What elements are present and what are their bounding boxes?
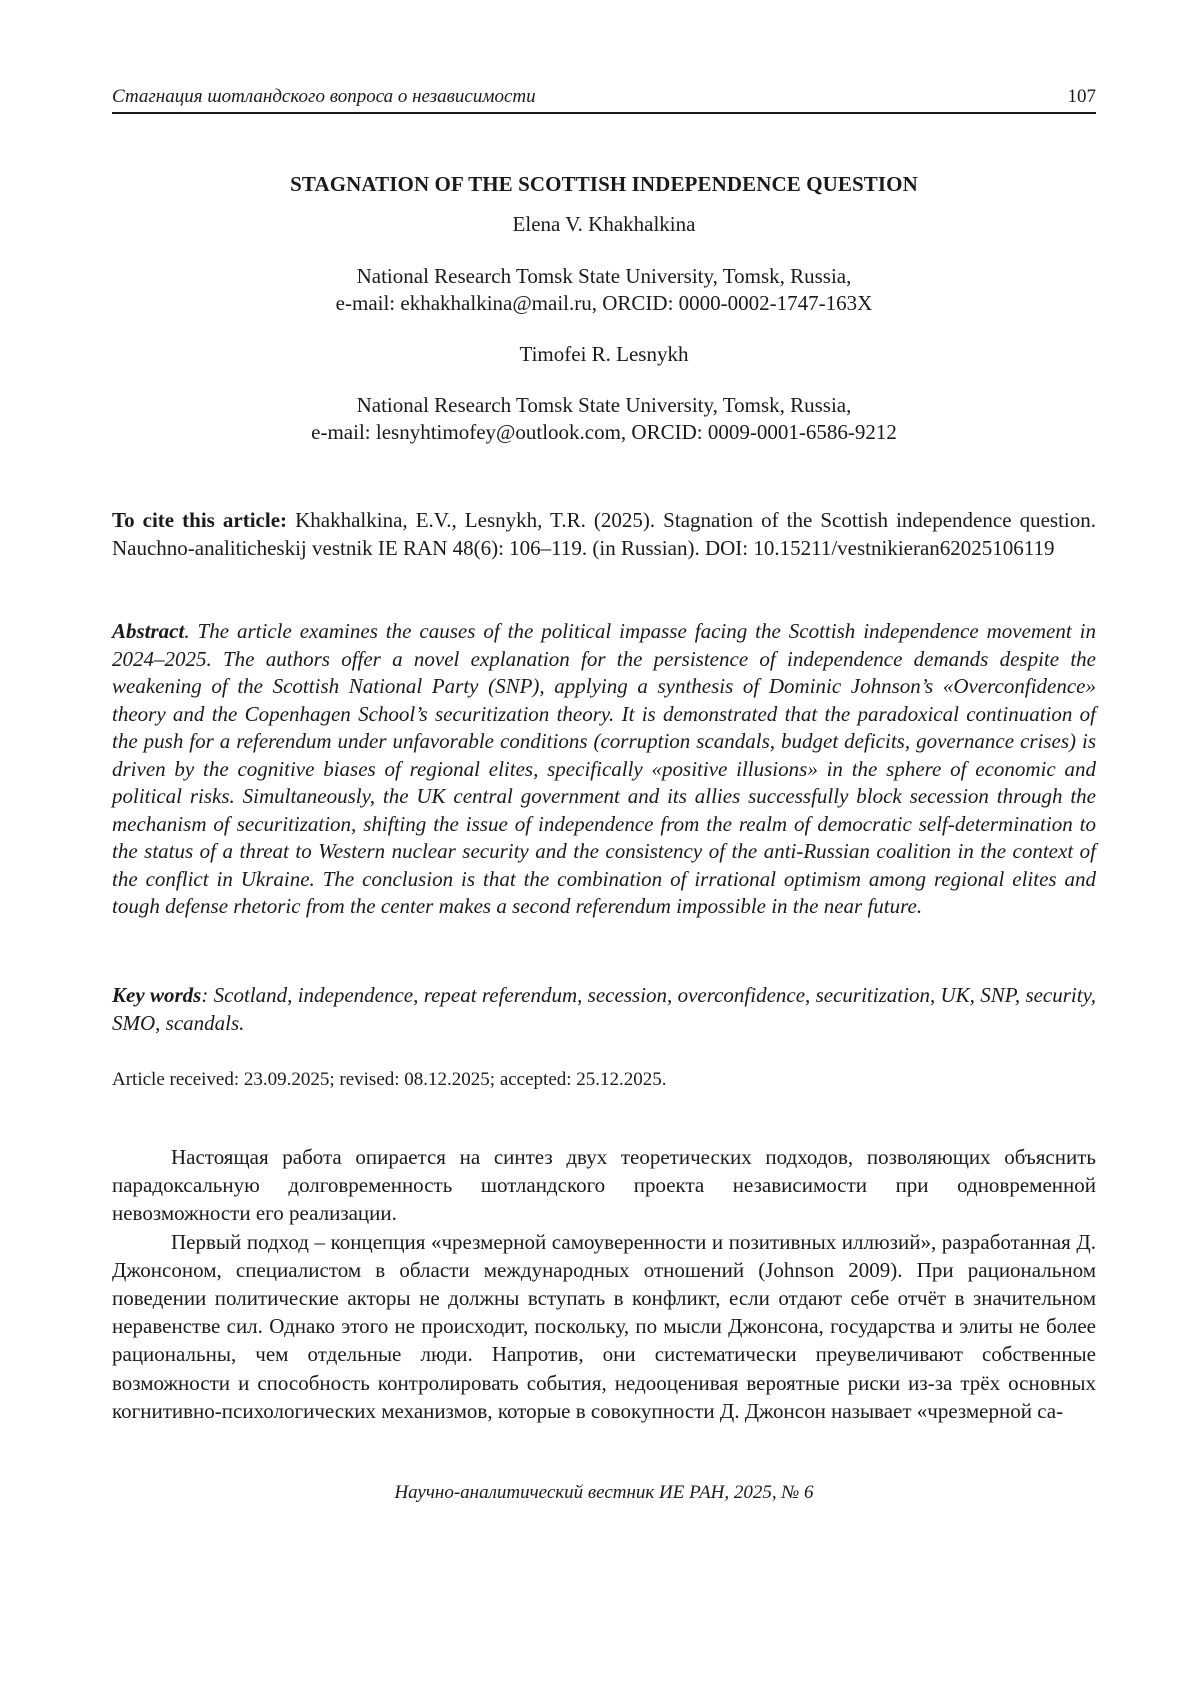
citation-label: To cite this article: bbox=[112, 508, 288, 532]
author-contact: e-mail: ekhakhalkina@mail.ru, ORCID: 0000-0002-1747-163X bbox=[335, 291, 873, 315]
citation-text: Khakhalkina, E.V., Lesnykh, T.R. (2025). Stagnation of the Scottish independence question. Nauchno-analiticheskij vestnik IE RAN 48(6): 106–119. (in Russian). DOI: 10.15211/vestnikieran62025106119 bbox=[112, 508, 1096, 560]
author-affiliation: National Research Tomsk State University, Tomsk, Russia, bbox=[356, 393, 852, 417]
running-title: Стагнация шотландского вопроса о независимости bbox=[112, 86, 536, 107]
journal-page bbox=[112, 0, 1096, 1698]
body-paragraph: Настоящая работа опирается на синтез двух теоретических подходов, позволяющих объяснить парадоксальную долговременность шотландского проекта независимости при одновременной невозможности его реализации. bbox=[112, 1145, 1096, 1226]
body-text bbox=[112, 1143, 1096, 1425]
author-name: Timofei R. Lesnykh bbox=[519, 342, 689, 366]
abstract-block bbox=[112, 618, 1096, 921]
received-dates: Article received: 23.09.2025; revised: 08.12.2025; accepted: 25.12.2025. bbox=[112, 1069, 667, 1090]
citation-block bbox=[112, 506, 1096, 562]
article-title: STAGNATION OF THE SCOTTISH INDEPENDENCE QUESTION bbox=[290, 172, 918, 196]
author-name: Elena V. Khakhalkina bbox=[512, 212, 696, 236]
author-contact: e-mail: lesnyhtimofey@outlook.com, ORCID: 0009-0001-6586-9212 bbox=[311, 420, 897, 444]
keywords-text: : Scotland, independence, repeat referendum, secession, overconfidence, securitization, UK, SNP, security, SMO, scandals. bbox=[112, 983, 1097, 1035]
running-header bbox=[112, 84, 1096, 114]
body-paragraph: Первый подход – концепция «чрезмерной самоуверенности и позитивных иллюзий», разработанная Д. Джонсоном, специалистом в области международных отношений (Johnson 2009). При рациональном поведении политические акторы не должны вступать в конфликт, если отдают себе отчёт в значительном неравенстве сил. Однако этого не происходит, поскольку, по мысли Джонсона, государства и элиты не более рациональны, чем отдельные люди. Напротив, они систематически преувеличивают собственные возможности и способность контролировать события, недооценивая вероятные риски из-за трёх основных когнитивно-психологических механизмов, которые в совокупности Д. Джонсон называет «чрезмерной са- bbox=[112, 1229, 1096, 1423]
keywords-label: Key words bbox=[112, 983, 202, 1007]
abstract-label: Abstract bbox=[112, 619, 185, 643]
keywords-block bbox=[112, 982, 1096, 1037]
abstract-text: . The article examines the causes of the political impasse facing the Scottish independence movement in 2024–2025. The authors offer a novel explanation for the persistence of independence demands despite the weakening of the Scottish National Party (SNP), applying a synthesis of Dominic Johnson’s «Overconfidence» theory and the Copenhagen School’s securitization theory. It is demonstrated that the paradoxical continuation of the push for a referendum under unfavorable conditions (corruption scandals, budget deficits, governance crises) is driven by the cognitive biases of regional elites, specifically «positive illusions» in the sphere of economic and political risks. Simultaneously, the UK central government and its allies successfully block secession through the mechanism of securitization, shifting the issue of independence from the realm of democratic self-determination to the status of a threat to Western nuclear security and the consistency of the anti-Russian coalition in the context of the conflict in Ukraine. The conclusion is that the combination of irrational optimism among regional elites and tough defense rhetoric from the center makes a second referendum impossible in the near future. bbox=[112, 619, 1096, 918]
journal-footer: Научно-аналитический вестник ИЕ РАН, 2025, № 6 bbox=[394, 1482, 814, 1503]
page-number: 107 bbox=[1067, 86, 1096, 107]
author-affiliation: National Research Tomsk State University, Tomsk, Russia, bbox=[356, 264, 852, 288]
